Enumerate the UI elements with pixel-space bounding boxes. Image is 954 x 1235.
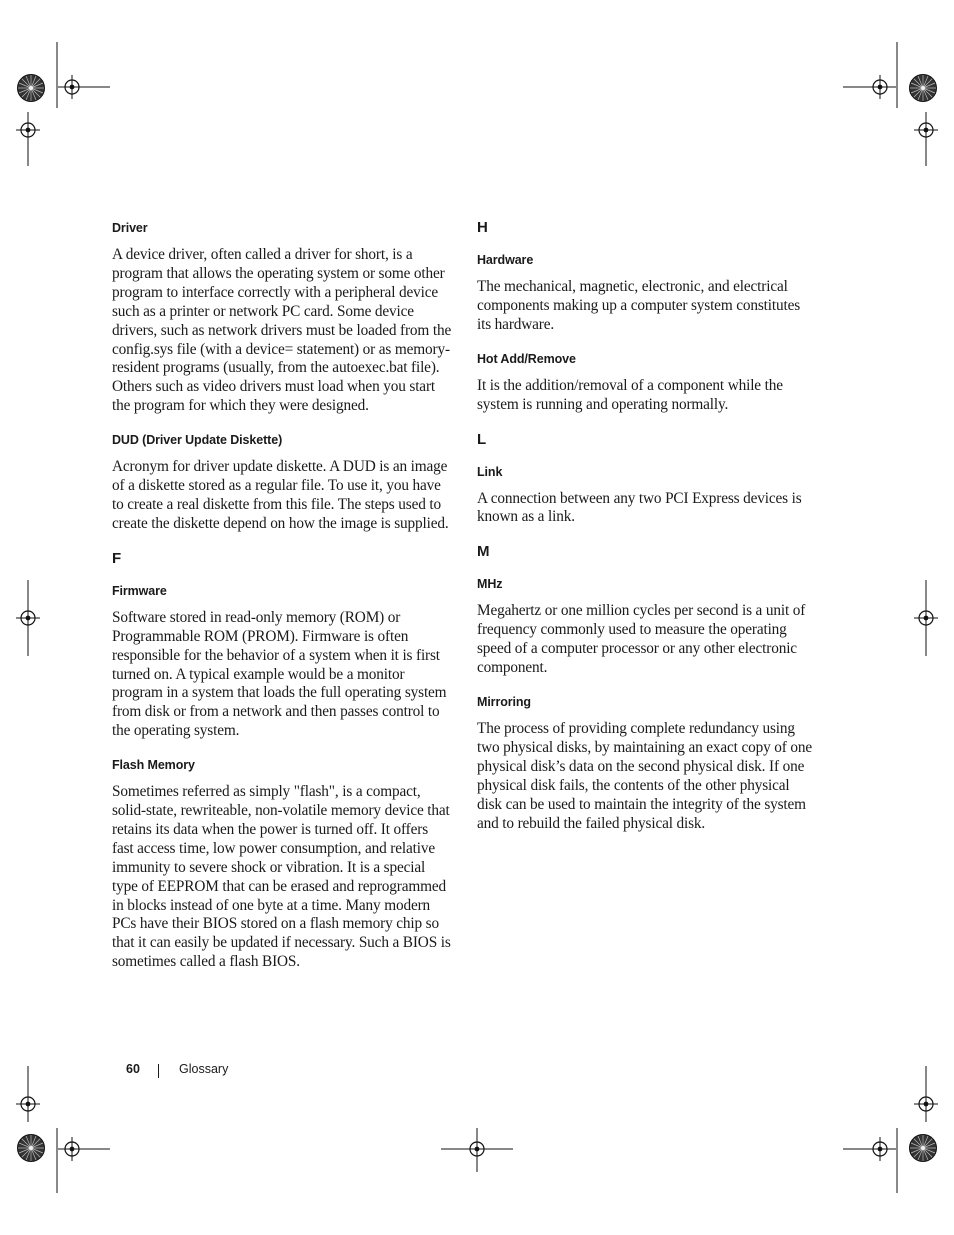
term-driver: Driver — [112, 221, 148, 235]
term-mhz: MHz — [477, 577, 503, 592]
page-number: 60 — [126, 1062, 140, 1076]
registration-crosshair — [465, 1137, 489, 1161]
definition-dud: Acronym for driver update diskette. A DUD is an image of a diskette stored as a regular file. To use it, you have to create a real diskette from this file. The steps used to create the diskette depend on how the image is supplied. — [112, 458, 449, 532]
registration-crosshair — [60, 75, 84, 99]
registration-crosshair — [60, 1137, 84, 1161]
registration-crosshair — [868, 1137, 892, 1161]
registration-crosshair — [16, 1092, 40, 1116]
section-letter-h: H — [477, 219, 488, 236]
term-link: Link — [477, 464, 503, 479]
definition-hot-add-remove: It is the addition/removal of a component while the system is running and operating normally. — [477, 376, 783, 413]
registration-starburst — [18, 1135, 45, 1162]
registration-crosshair — [868, 75, 892, 99]
definition-flash-memory: Sometimes referred as simply "flash", is a compact, solid-state, rewriteable, non-volatile memory device that retains its data when the power is turned off. It offers fast access time, low power consumption, and relative immunity to severe shock or vibration. It is a special type of EEPROM that can be erased and reprogrammed in blocks instead of one byte at a time. Many modern PCs have their BIOS stored on a flash memory chip so that it can easily be updated if necessary. Such a BIOS is sometimes called a flash BIOS. — [112, 783, 451, 971]
glossary-left-column — [112, 219, 452, 987]
registration-starburst — [910, 1135, 937, 1162]
definition-link: A connection between any two PCI Express devices is known as a link. — [477, 489, 802, 526]
footer-separator — [158, 1064, 159, 1078]
glossary-right-column — [477, 219, 817, 848]
registration-crosshair — [16, 606, 40, 630]
definition-driver: A device driver, often called a driver for short, is a program that allows the operating system or some other program to interface correctly with a peripheral device such as a printer or network PC card. Some device drivers, such as network drivers must be loaded from the config.sys file (with a device= statement) or as memory-resident programs (usually, from the autoexec.bat file). Others such as video drivers must load when you start the program for which they were designed. — [112, 246, 452, 415]
registration-starburst — [910, 75, 937, 102]
term-mirroring: Mirroring — [477, 694, 531, 709]
footer-section-title: Glossary — [179, 1062, 229, 1076]
registration-crosshair — [914, 606, 938, 630]
definition-mirroring: The process of providing complete redundancy using two physical disks, by maintaining an exact copy of one physical disk’s data on the second physical disk. If one physical disk fails, the contents of the other physical disk can be used to maintain the integrity of the system and to rebuild the failed physical disk. — [477, 719, 813, 832]
term-hot-add-remove: Hot Add/Remove — [477, 351, 576, 366]
definition-hardware: The mechanical, magnetic, electronic, and electrical components making up a computer system constitutes its hardware. — [477, 278, 801, 333]
registration-crosshair — [914, 118, 938, 142]
registration-crosshair — [16, 118, 40, 142]
definition-firmware: Software stored in read-only memory (ROM) or Programmable ROM (PROM). Firmware is often responsible for the behavior of a system when it is first turned on. A typical example would be a monitor program in a system that loads the full operating system from disk or from a network and then passes control to the operating system. — [112, 608, 447, 740]
registration-starburst — [18, 75, 45, 102]
section-letter-m: M — [477, 543, 490, 561]
term-dud: DUD (Driver Update Diskette) — [112, 433, 283, 448]
section-letter-f: F — [112, 549, 122, 567]
term-hardware: Hardware — [477, 253, 534, 267]
section-letter-l: L — [477, 430, 487, 448]
registration-crosshair — [914, 1092, 938, 1116]
term-firmware: Firmware — [112, 583, 167, 598]
term-flash-memory: Flash Memory — [112, 758, 195, 773]
definition-mhz: Megahertz or one million cycles per second is a unit of frequency commonly used to measure the operating speed of a computer processor or any other electronic component. — [477, 602, 806, 677]
